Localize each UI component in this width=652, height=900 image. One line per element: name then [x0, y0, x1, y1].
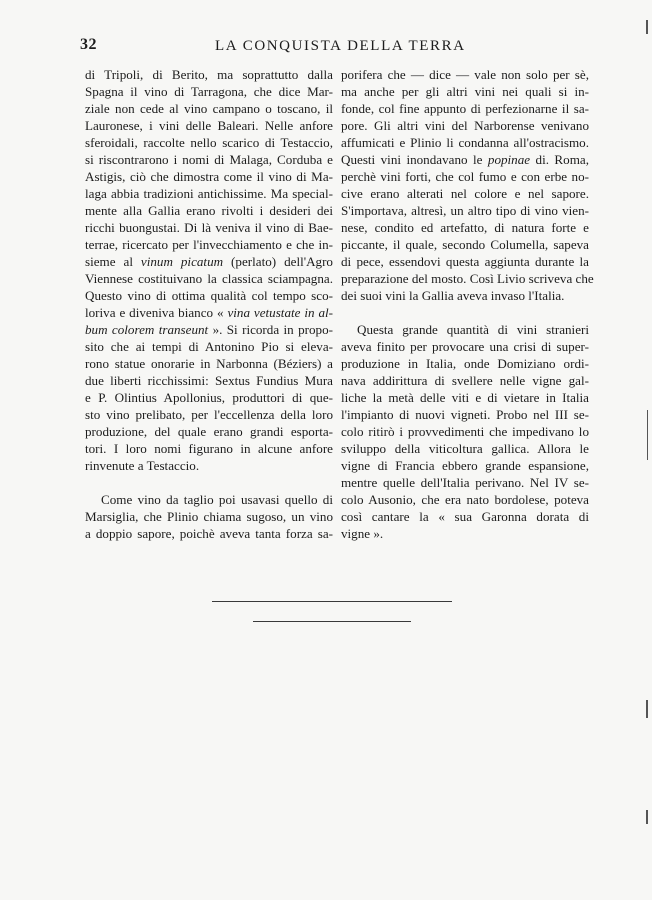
text-line: Spagna il vino di Tarragona, che dice Mar-	[85, 84, 333, 99]
text-line: Questa grande quantità di vini stranieri	[357, 322, 589, 337]
text-line: a doppio sapore, poichè aveva tanta forza sa-	[85, 526, 333, 541]
end-rule-long	[212, 601, 452, 602]
text-line: così cantare la « sua Garonna dorata di	[341, 509, 589, 524]
scan-edge-mark	[646, 810, 648, 824]
text-line: loriva e diveniva bianco « vina vetustate in al-	[85, 305, 333, 320]
paragraph-gap	[85, 474, 333, 491]
text-line: bum colorem transeunt ». Si ricorda in propo-	[85, 322, 334, 337]
text-line: mente alla Gallia erano rivolti i desideri dei	[85, 203, 333, 218]
text-line: Astigis, ciò che dimostra come il vino di Ma-	[85, 169, 333, 184]
text-line: pore. Gli altri vini del Narborense venivano	[341, 118, 589, 133]
text-line: rono statue onorarie in Narbonna (Béziers) a	[85, 356, 333, 371]
text-line: Questi vini inondavano le popinae di. Roma,	[341, 152, 589, 167]
right-paragraph-2	[341, 321, 589, 542]
text-line: laga abbia tradizioni antichissime. Ma special-	[85, 186, 333, 201]
scan-edge-mark	[646, 700, 648, 718]
text-line: di Tripoli, di Berito, ma soprattutto dalla	[85, 67, 333, 82]
paragraph-gap	[341, 304, 589, 321]
text-line: sviluppo della viticoltura gallica. Allora le	[341, 441, 589, 456]
right-paragraph-1	[341, 66, 594, 304]
text-line: fonde, col fine appunto di perfezionarne il sa-	[341, 101, 589, 116]
right-column	[341, 66, 594, 542]
text-line: ma anche per gli altri vini nei quali si in-	[341, 84, 589, 99]
text-line: piccante, il quale, secondo Columella, sapeva	[341, 237, 589, 252]
text-line: di pece, essendovi questa aggiunta durante la	[341, 254, 589, 269]
text-line: S'importava, altresì, un altro tipo di vino vien-	[341, 203, 589, 218]
text-line: liche la metà delle viti e di vietare in Italia	[341, 390, 589, 405]
text-line: affumicati e Plinio li condanna all'ostracismo.	[341, 135, 589, 150]
text-line: cive erano alterati nel colore e nel sapore.	[341, 186, 589, 201]
text-line: produzione in Italia, onde Domiziano ordi-	[341, 356, 589, 371]
text-line: Viennese costituivano la classica sciampagna.	[85, 271, 333, 286]
text-line: sito che ai tempi di Antonino Pio si eleva-	[85, 339, 333, 354]
running-title: LA CONQUISTA DELLA TERRA	[215, 38, 466, 54]
left-paragraph-2	[85, 491, 333, 542]
text-line: aveva finito per provocare una crisi di super-	[341, 339, 589, 354]
text-line: terrae, ricercato per l'invecchiamento e che in-	[85, 237, 333, 252]
text-line: preparazione del mosto. Così Livio scriveva che	[341, 271, 594, 286]
text-line: rinvenute a Testaccio.	[85, 458, 200, 473]
text-line: sferoidali, raccolte nello scarico di Testaccio,	[85, 135, 333, 150]
text-line: produzione, del quale erano grandi esporta-	[85, 424, 333, 439]
text-line: sieme al vinum picatum (perlato) dell'Agro	[85, 254, 333, 269]
text-line: colo Ausonio, che era nato bordolese, poteva	[341, 492, 589, 507]
text-line: sto vino prelibato, per l'eccellenza della loro	[85, 407, 333, 422]
end-rule-short	[253, 621, 411, 622]
text-line: ricchi buongustai. Di là veniva il vino di Bae-	[85, 220, 333, 235]
text-line: perchè vini forti, che col fumo e con erbe no-	[341, 169, 589, 184]
text-line: si riscontrarono i nomi di Malaga, Corduba e	[85, 152, 333, 167]
text-line: dei suoi vini la Gallia aveva invaso l'Italia.	[341, 288, 565, 303]
text-line: vigne di Francia ebbero grande espansione,	[341, 458, 589, 473]
text-line: Lauronese, i vini delle Baleari. Nelle anfore	[85, 118, 333, 133]
text-line: porifera che — dice — vale non solo per sè,	[341, 67, 589, 82]
scan-edge-mark	[647, 410, 648, 460]
text-line: nava addirittura di svellere nelle vigne gal-	[341, 373, 589, 388]
text-line: Come vino da taglio poi usavasi quello di	[101, 492, 333, 507]
scan-edge-mark	[646, 20, 648, 34]
text-line: l'impianto di nuovi vigneti. Probo nel III se-	[341, 407, 589, 422]
text-line: Questo vino di ottima qualità col tempo sco-	[85, 288, 333, 303]
text-line: e P. Olintius Apollonius, produttori di que-	[85, 390, 333, 405]
text-line: mentre quelle dell'Italia perivano. Nel IV se-	[341, 475, 589, 490]
page-number: 32	[80, 36, 97, 53]
left-column	[85, 66, 333, 542]
text-line: Marsiglia, che Plinio chiama sugoso, un vino	[85, 509, 333, 524]
text-line: nese, condito ed artefatto, di natura forte e	[341, 220, 589, 235]
text-line: due liberti ricchissimi: Sextus Fundius Mura	[85, 373, 333, 388]
text-line: ziale non cede al vino campano o toscano, il	[85, 101, 333, 116]
text-line: colo ritirò i provvedimenti che impedivano lo	[341, 424, 589, 439]
left-paragraph-1	[85, 66, 333, 474]
text-line: vigne ».	[341, 526, 384, 541]
text-line: tori. I loro nomi figurano in alcune anfore	[85, 441, 333, 456]
